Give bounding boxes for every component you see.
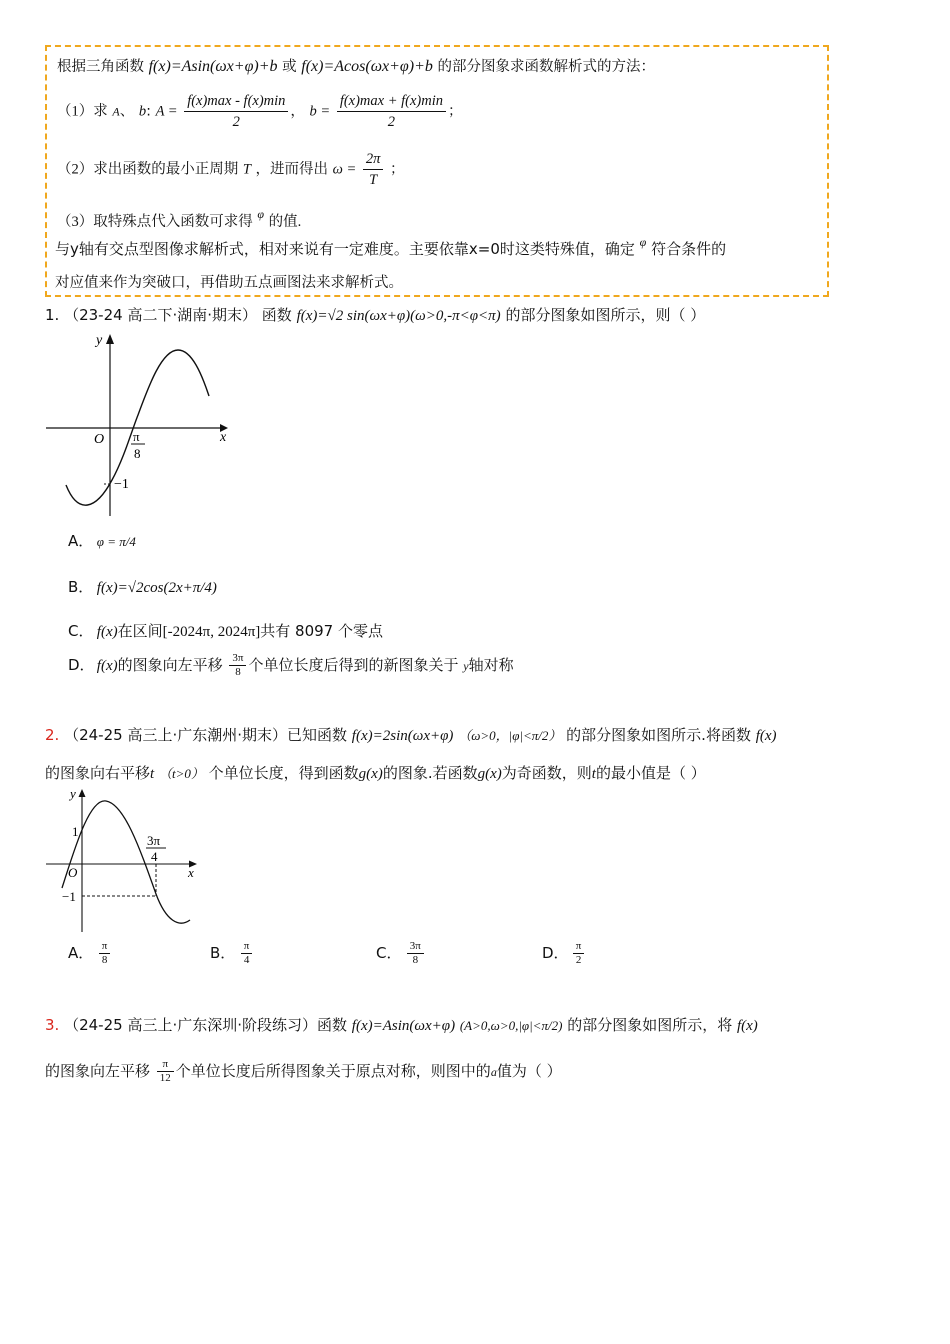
step1-A-numerator: f(x)max - f(x)min bbox=[184, 91, 288, 112]
step2-denominator: T bbox=[369, 172, 378, 188]
q2-option-d-label: D． bbox=[542, 944, 569, 962]
q3-line2-b: 个单位长度后所得图象关于原点对称，则图中的 bbox=[175, 1062, 491, 1080]
q1-option-d-var: y bbox=[463, 659, 469, 673]
q1-graph bbox=[44, 330, 234, 520]
q2-origin: O bbox=[68, 865, 78, 880]
step1-A-denominator: 2 bbox=[232, 114, 240, 130]
q1-option-c-label: C． bbox=[68, 622, 94, 640]
q3-stem-line1 bbox=[45, 1014, 758, 1035]
step2-fraction bbox=[363, 149, 384, 190]
q3-formula: f(x)=Asin(ωx+φ) bbox=[351, 1018, 456, 1034]
q2-number: 2. bbox=[45, 726, 60, 744]
q1-y-arrow bbox=[106, 334, 114, 344]
q1-option-d-end: 个单位长度后得到的新图象关于 bbox=[248, 656, 459, 674]
q1-option-a[interactable] bbox=[68, 530, 136, 551]
q1-option-d-label: D． bbox=[68, 656, 95, 674]
q2-curve bbox=[62, 801, 190, 923]
q1-number: 1. bbox=[45, 306, 60, 324]
q1-option-a-label: A． bbox=[68, 532, 94, 550]
q2-line2-e: 的最小值是（ ） bbox=[595, 764, 706, 782]
q2-x-label: x bbox=[188, 865, 194, 880]
note-line2: 对应值来作为突破口，再借助五点画图法来求解析式。 bbox=[55, 275, 403, 291]
q1-option-a-text: φ = π/4 bbox=[96, 534, 136, 549]
step1-var-A: A bbox=[112, 104, 120, 119]
q2-gx: g(x) bbox=[358, 766, 383, 782]
method-note-line2 bbox=[55, 271, 403, 292]
q2-fx: f(x) bbox=[755, 728, 777, 744]
method-box bbox=[45, 45, 829, 297]
step2-end: ； bbox=[390, 161, 405, 178]
step2-mid: ，进而得出 bbox=[255, 161, 329, 178]
q1-option-c[interactable] bbox=[68, 620, 383, 641]
method-intro bbox=[57, 55, 655, 76]
step2-prefix: （2）求出函数的最小正周期 bbox=[57, 161, 239, 178]
step1-A-fraction bbox=[184, 91, 288, 132]
q1-option-c-interval: [-2024π, 2024π] bbox=[162, 624, 261, 640]
q3-source: （24-25 高三上·广东深圳·阶段练习） bbox=[64, 1016, 317, 1034]
note-line1: 与y轴有交点型图像求解析式，相对来说有一定难度。主要依靠x=0时这类特殊值，确定 bbox=[55, 240, 635, 258]
step3-phi: φ bbox=[257, 207, 264, 221]
q1-option-d-last: 轴对称 bbox=[468, 656, 514, 674]
q1-y-label: y bbox=[96, 333, 103, 348]
q2-condition: （ω>0，|φ|<π/2） bbox=[458, 728, 562, 743]
note-phi: φ bbox=[639, 235, 647, 249]
q1-option-b-text: f(x)=√2cos(2x+π/4) bbox=[96, 580, 217, 596]
q1-option-c-end: 共有 8097 个零点 bbox=[260, 622, 383, 640]
q2-line2-d: 为奇函数，则 bbox=[501, 764, 592, 782]
q1-option-b[interactable] bbox=[68, 576, 217, 597]
q1-tick-den: 8 bbox=[134, 446, 141, 461]
q3-stem-b: 的部分图象如图所示，将 bbox=[567, 1016, 733, 1034]
q1-stem bbox=[45, 304, 705, 325]
q3-frac-num: π bbox=[157, 1058, 174, 1072]
q2-option-c-label: C． bbox=[376, 944, 402, 962]
q1-stem-prefix: 函数 bbox=[261, 306, 292, 324]
q2-option-d[interactable] bbox=[542, 940, 586, 967]
q2-line2-b: 个单位长度，得到函数 bbox=[208, 764, 359, 782]
q2-label-neg-one: −1 bbox=[62, 889, 76, 904]
step1-b-numerator: f(x)max + f(x)min bbox=[337, 91, 446, 112]
step2-var-T: T bbox=[242, 161, 251, 178]
q2-option-d-fraction: $\frac{\pi}{2}$ bbox=[573, 940, 585, 967]
method-note-line1 bbox=[55, 235, 726, 259]
intro-formula-sin: f(x)=Asin(ωx+φ)+b bbox=[148, 58, 278, 75]
q3-shift-fraction bbox=[157, 1058, 174, 1085]
intro-or: 或 bbox=[282, 59, 297, 75]
step1-b-fraction bbox=[337, 91, 446, 132]
q2-option-a[interactable] bbox=[68, 940, 112, 967]
q2-stem-line2 bbox=[45, 762, 706, 783]
q1-x-label: x bbox=[220, 430, 227, 445]
q3-condition: (A>0,ω>0,|φ|<π/2) bbox=[459, 1018, 563, 1033]
step2-omega: ω = bbox=[332, 161, 357, 178]
q2-line2-c: 的图象.若函数 bbox=[382, 764, 478, 782]
method-step3 bbox=[57, 207, 301, 231]
step1-prefix: （1）求 bbox=[57, 103, 108, 120]
q2-graph bbox=[44, 786, 204, 936]
q2-option-b-fraction: $\frac{\pi}{4}$ bbox=[241, 940, 253, 967]
q2-option-a-fraction: $\frac{\pi}{8}$ bbox=[99, 940, 111, 967]
step1-A-eq: A = bbox=[155, 103, 178, 120]
q2-tick-num: 3π bbox=[147, 833, 161, 848]
q2-line2-a: 的图象向右平移 bbox=[45, 764, 151, 782]
q1-option-d-num: 3π bbox=[229, 652, 246, 666]
q1-option-b-label: B． bbox=[68, 578, 94, 596]
q1-option-c-mid: 在区间 bbox=[117, 622, 163, 640]
q3-stem-a: 函数 bbox=[317, 1016, 348, 1034]
q2-option-c[interactable] bbox=[376, 940, 426, 967]
q2-stem-a: 已知函数 bbox=[287, 726, 348, 744]
q2-option-b[interactable] bbox=[210, 940, 254, 967]
q1-option-d-mid: 的图象向左平移 bbox=[117, 656, 223, 674]
step1-b-eq: b = bbox=[309, 103, 331, 120]
q3-stem-line2 bbox=[45, 1058, 562, 1085]
q1-origin: O bbox=[94, 432, 105, 447]
q2-stem-line1 bbox=[45, 724, 777, 745]
q1-option-d[interactable] bbox=[68, 652, 514, 679]
method-step2 bbox=[57, 149, 405, 190]
q3-a-var: a bbox=[490, 1065, 497, 1079]
q2-label-one: 1 bbox=[72, 824, 79, 839]
q2-stem-b: 的部分图象如图所示.将函数 bbox=[566, 726, 751, 744]
q3-fx: f(x) bbox=[736, 1018, 758, 1034]
method-step1: （1）求 A、 b: A = $\frac{f(x)\max - f(x)\min}{2}$ ， b = $\frac{f(x)\max + f(x)\min}{2}$ ； bbox=[57, 93, 463, 130]
intro-suffix: 的部分图象求函数解析式的方法： bbox=[437, 59, 655, 75]
intro-prefix: 根据三角函数 bbox=[57, 59, 144, 75]
q2-y-label: y bbox=[70, 786, 76, 801]
q3-number: 3. bbox=[45, 1016, 60, 1034]
q2-option-b-label: B． bbox=[210, 944, 236, 962]
q1-option-d-fraction bbox=[229, 652, 246, 679]
q2-t-condition: （t>0） bbox=[158, 766, 204, 781]
intro-formula-cos: f(x)=Acos(ωx+φ)+b bbox=[301, 58, 433, 75]
q2-option-c-fraction: $\frac{3\pi}{8}$ bbox=[407, 940, 424, 967]
q1-option-c-formula: f(x) bbox=[96, 624, 118, 640]
q1-tick-num: π bbox=[133, 429, 140, 444]
step1-var-b: b bbox=[138, 103, 147, 120]
q3-line2-c: 值为（ ） bbox=[496, 1062, 562, 1080]
q2-source: （24-25 高三上·广东潮州·期末） bbox=[64, 726, 287, 744]
q1-min-label: −1 bbox=[114, 477, 129, 492]
step3-prefix: （3）取特殊点代入函数可求得 bbox=[57, 214, 253, 230]
q2-formula: f(x)=2sin(ωx+φ) bbox=[351, 728, 454, 744]
q1-option-d-den: 8 bbox=[235, 666, 241, 678]
q2-gx-2: g(x) bbox=[477, 766, 502, 782]
q1-source: （23-24 高二下·湖南·期末） bbox=[64, 306, 257, 324]
step1-b-denominator: 2 bbox=[387, 114, 396, 130]
q2-t-var: t bbox=[150, 766, 155, 782]
note-line1-end: 符合条件的 bbox=[651, 242, 727, 258]
q3-frac-den: 12 bbox=[159, 1072, 171, 1084]
q2-tick-den: 4 bbox=[151, 849, 158, 864]
q3-line2-a: 的图象向左平移 bbox=[45, 1062, 151, 1080]
step3-suffix: 的值. bbox=[268, 214, 302, 230]
q2-option-a-label: A． bbox=[68, 944, 94, 962]
q1-formula: f(x)=√2 sin(ωx+φ)(ω>0,-π<φ<π) bbox=[296, 308, 501, 324]
q2-t-var-2: t bbox=[591, 766, 596, 782]
q1-stem-suffix: 的部分图象如图所示，则（ ） bbox=[505, 306, 706, 324]
q1-option-d-formula: f(x) bbox=[96, 658, 118, 674]
step2-numerator: 2π bbox=[363, 149, 384, 170]
